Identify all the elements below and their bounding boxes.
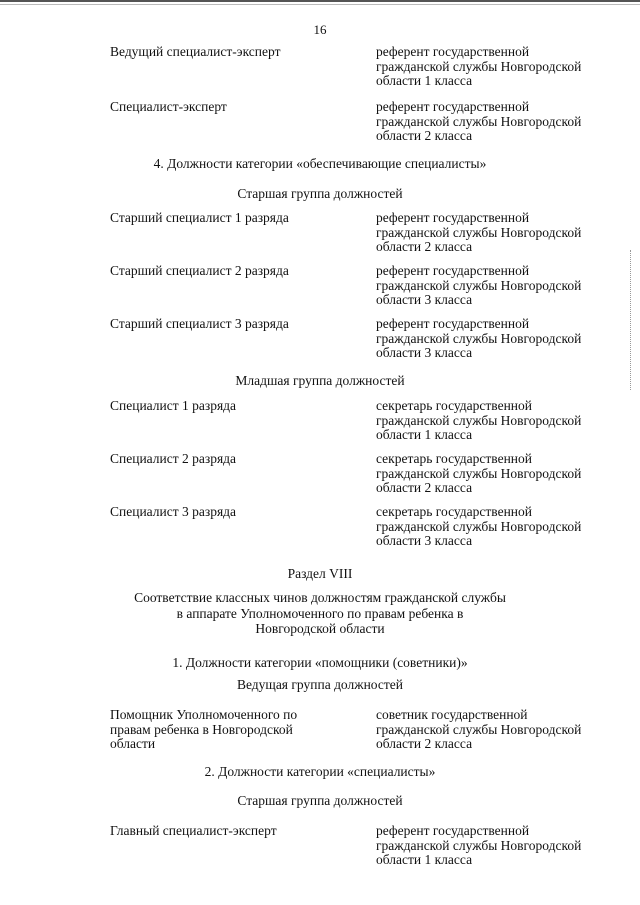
- class-rank: референт государственной гражданской службы Новгородской области 3 класса: [376, 316, 582, 360]
- class-rank: референт государственной гражданской службы Новгородской области 1 класса: [376, 823, 582, 867]
- position-name: Специалист 2 разряда: [110, 451, 237, 466]
- scan-edge-line: [0, 0, 640, 2]
- group-heading: Старшая группа должностей: [237, 186, 403, 201]
- position-name: Главный специалист-эксперт: [110, 823, 277, 838]
- section-heading: Раздел VIII: [287, 566, 353, 581]
- scan-edge-line: [0, 4, 640, 5]
- class-rank: секретарь государственной гражданской службы Новгородской области 3 класса: [376, 504, 582, 548]
- class-rank: секретарь государственной гражданской службы Новгородской области 1 класса: [376, 398, 582, 442]
- position-name: Специалист 3 разряда: [110, 504, 237, 519]
- class-rank: референт государственной гражданской службы Новгородской области 1 класса: [376, 44, 582, 88]
- class-rank: референт государственной гражданской службы Новгородской области 3 класса: [376, 263, 582, 307]
- position-name: Специалист 1 разряда: [110, 398, 237, 413]
- page-number: 16: [313, 22, 327, 37]
- position-name: Старший специалист 2 разряда: [110, 263, 289, 278]
- position-name: Ведущий специалист-эксперт: [110, 44, 281, 59]
- category-heading: 4. Должности категории «обеспечивающие специалисты»: [153, 156, 487, 171]
- group-heading: Старшая группа должностей: [237, 793, 403, 808]
- position-name: Старший специалист 1 разряда: [110, 210, 289, 225]
- category-heading: 2. Должности категории «специалисты»: [204, 764, 436, 779]
- class-rank: референт государственной гражданской службы Новгородской области 2 класса: [376, 99, 582, 143]
- scan-edge-mark: [630, 250, 632, 390]
- category-heading: 1. Должности категории «помощники (советники)»: [172, 655, 468, 670]
- position-name: Помощник Уполномоченного по правам ребенка в Новгородской области: [110, 707, 298, 751]
- group-heading: Младшая группа должностей: [235, 373, 405, 388]
- class-rank: советник государственной гражданской службы Новгородской области 2 класса: [376, 707, 582, 751]
- section-title: Соответствие классных чинов должностям гражданской службы в аппарате Уполномоченного по правам ребенка в Новгородской области: [134, 590, 506, 636]
- group-heading: Ведущая группа должностей: [236, 677, 403, 692]
- class-rank: референт государственной гражданской службы Новгородской области 2 класса: [376, 210, 582, 254]
- class-rank: секретарь государственной гражданской службы Новгородской области 2 класса: [376, 451, 582, 495]
- position-name: Старший специалист 3 разряда: [110, 316, 289, 331]
- position-name: Специалист-эксперт: [110, 99, 227, 114]
